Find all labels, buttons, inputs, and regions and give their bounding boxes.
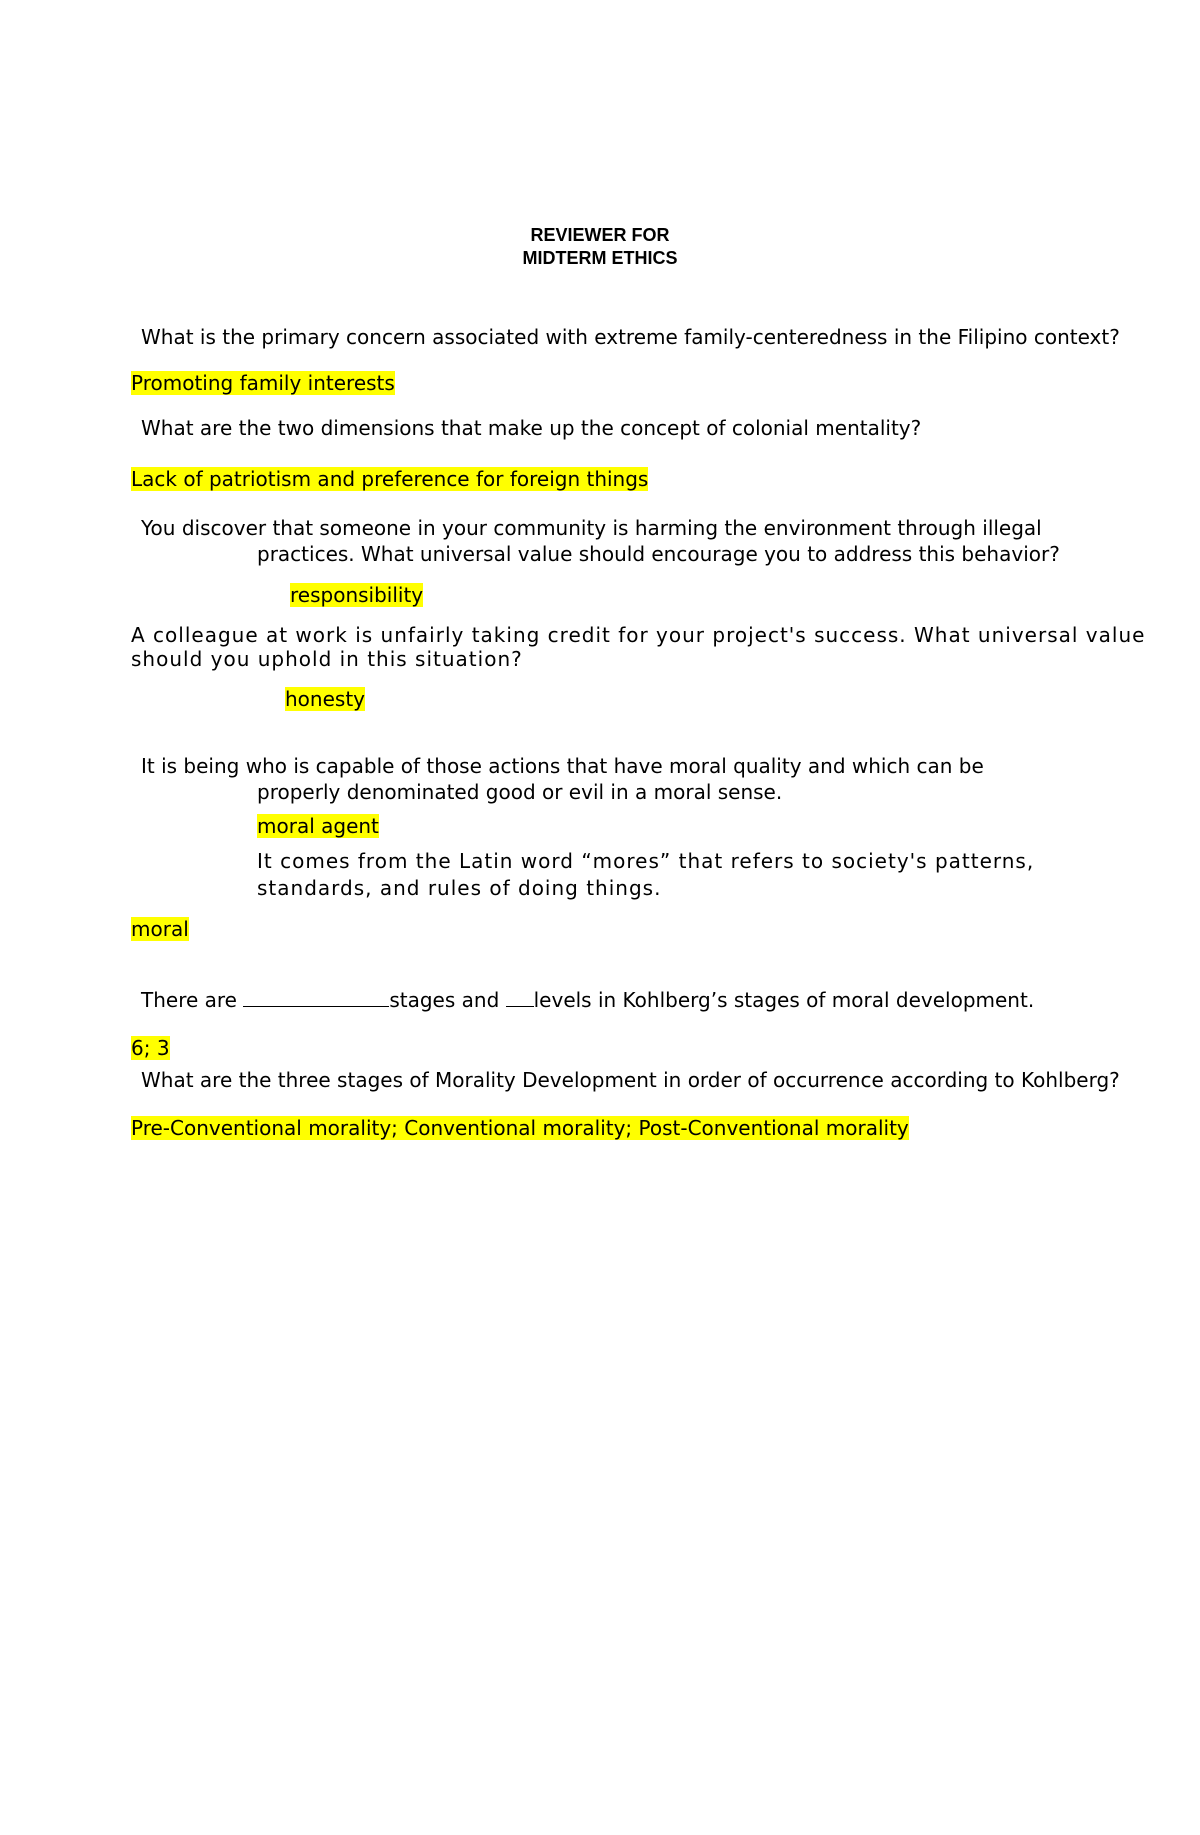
question-2: What are the two dimensions that make up the concept of colonial mentality? bbox=[141, 416, 922, 440]
question-7-part-1: There are bbox=[141, 988, 244, 1012]
answer-2: Lack of patriotism and preference for foreign things bbox=[131, 467, 649, 491]
question-3-line-1: You discover that someone in your community is harming the environment through illegal bbox=[141, 516, 1042, 540]
fill-in-blank-2 bbox=[506, 988, 534, 1007]
question-7-part-3: levels in Kohlberg’s stages of moral development. bbox=[533, 988, 1035, 1012]
question-7-part-2: stages and bbox=[389, 988, 506, 1012]
answer-6: moral bbox=[131, 917, 189, 941]
question-4-line-2: should you uphold in this situation? bbox=[131, 647, 523, 671]
answer-7: 6; 3 bbox=[131, 1036, 170, 1060]
answer-8: Pre-Conventional morality; Conventional morality; Post-Conventional morality bbox=[131, 1116, 909, 1140]
answer-4: honesty bbox=[285, 687, 365, 711]
answer-3: responsibility bbox=[290, 583, 424, 607]
question-6-line-1: It comes from the Latin word “mores” that refers to society's patterns, bbox=[257, 849, 1035, 873]
question-3-line-2: practices. What universal value should encourage you to address this behavior? bbox=[257, 542, 1060, 566]
question-5-line-1: It is being who is capable of those actions that have moral quality and which can be bbox=[141, 754, 984, 778]
document-title-line-1: REVIEWER FOR bbox=[530, 225, 670, 245]
question-8: What are the three stages of Morality Development in order of occurrence according to Kohlberg? bbox=[141, 1068, 1120, 1092]
question-6-line-2: standards, and rules of doing things. bbox=[257, 876, 662, 900]
question-1: What is the primary concern associated with extreme family-centeredness in the Filipino context? bbox=[141, 325, 1120, 349]
answer-5: moral agent bbox=[257, 814, 379, 838]
document-title-line-2: MIDTERM ETHICS bbox=[522, 248, 678, 268]
question-5-line-2: properly denominated good or evil in a moral sense. bbox=[257, 780, 783, 804]
question-7 bbox=[141, 988, 1034, 1012]
answer-1: Promoting family interests bbox=[131, 371, 395, 395]
fill-in-blank-1 bbox=[243, 988, 389, 1007]
question-4-line-1: A colleague at work is unfairly taking credit for your project's success. What universal value bbox=[131, 623, 1146, 647]
